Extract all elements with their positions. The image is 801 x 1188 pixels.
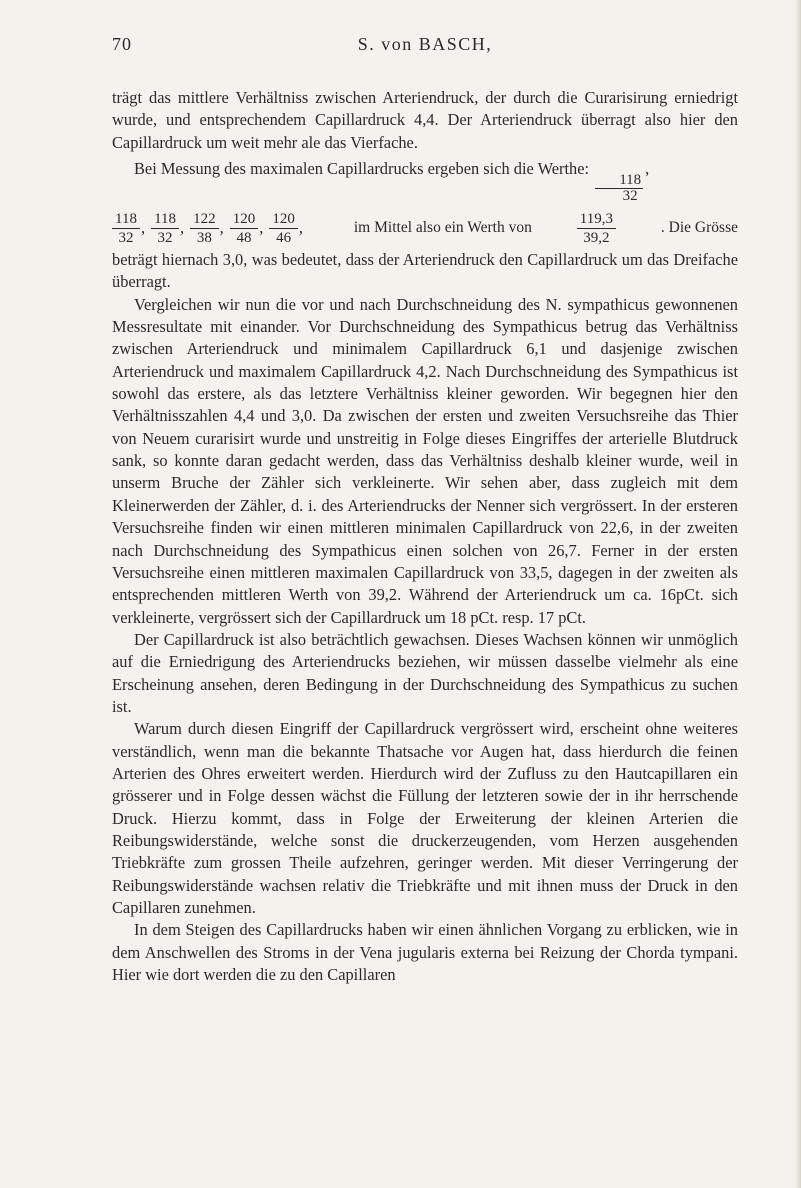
page-header — [112, 34, 738, 58]
fraction-1-denominator: 32 — [118, 229, 134, 246]
page-number: 70 — [112, 34, 132, 54]
fraction-1-numerator: 118 — [112, 211, 140, 229]
fraction-values: $\frac{118}{32}$ , $\frac{118}{32}$ , $\frac{122}{38}$ , $\frac{120}{48}$ , $\frac{120}{46}$ , — [112, 211, 309, 246]
fraction-4-numerator: 120 — [230, 211, 259, 229]
fraction-2-denominator: 32 — [157, 229, 173, 246]
fraction-4 — [230, 211, 259, 246]
fraction-line-end: Die Grösse — [668, 218, 738, 236]
fraction-3-denominator: 38 — [196, 229, 212, 246]
intro-fraction-numerator: 118 — [595, 173, 643, 189]
fraction-3 — [190, 211, 219, 246]
paragraph-5: Warum durch diesen Eingriff der Capillardruck vergrössert wird, erscheint ohne weiteres verständlich, wenn man die bekannte Thatsache vor Augen hat, dass hierdurch die feinen Arterien des Ohres erweitert werden. Hierdurch wird der Zufluss zu den Hautcapillaren ein grösserer und in Folge dessen wächst die Füllung der letzteren sowie der in ihr herrschende Druck. Hierzu kommt, dass in Folge der Erweiterung der kleinen Arterien die Reibungswiderstände, welche sonst die druckerzeugenden, vom Herzen ausgehenden Triebkräfte zum grossen Theile aufzehren, geringer werden. Mit dieser Verringerung der Reibungswiderstände wachsen relativ die Triebkräfte und mit ihnen muss der Druck in den Capillaren zunehmen. — [112, 719, 738, 917]
mean-fraction-numerator: 119,3 — [577, 211, 616, 229]
intro-fraction — [595, 173, 643, 204]
body-text — [112, 87, 738, 986]
paragraph-1: trägt das mittlere Verhältniss zwischen Arteriendruck, der durch die Curarisirung erniedrigt wurde, und entsprechendem Capillardruck 4,4. Der Arteriendruck überragt also hier den Capillardruck um weit mehr ale das Vierfache. — [112, 88, 738, 152]
fraction-2-numerator: 118 — [151, 211, 179, 229]
paragraph-4: Der Capillardruck ist also beträchtlich gewachsen. Dieses Wachsen können wir unmöglich auf die Erniedrigung des Arteriendrucks beziehen, wir müssen dasselbe vielmehr als eine Erscheinung ansehen, deren Bedingung in der Durchschneidung des Sympathicus zu suchen ist. — [112, 629, 738, 716]
fraction-line-end-text: . Die Grösse — [660, 218, 738, 236]
fraction-line — [112, 206, 738, 250]
mean-fraction-denominator: 39,2 — [583, 229, 610, 246]
paragraph-6: In dem Steigen des Capillardrucks haben wir einen ähnlichen Vorgang zu erblicken, wie in dem Anschwellen des Stroms in der Vena jugularis externa bei Reizung der Chorda tympani. Hier wie dort werden die zu den Capillaren — [112, 920, 738, 985]
fraction-line-mid-text: im Mittel also ein Werth von — [353, 218, 532, 236]
paragraph-2-rest: beträgt hiernach 3,0, was bedeutet, dass der Arteriendruck den Capillardruck um das Dreifache überragt. — [112, 250, 738, 292]
fraction-5 — [269, 211, 298, 246]
intro-fraction-denominator: 32 — [622, 188, 638, 205]
scan-edge-shadow — [795, 0, 801, 1188]
paragraph-2-intro-text: Bei Messung des maximalen Capillardrucks ergeben sich die Werthe: — [134, 159, 590, 179]
fraction-5-denominator: 46 — [276, 229, 292, 246]
running-title: S. von BASCH, — [357, 34, 493, 54]
fraction-3-numerator: 122 — [190, 211, 219, 229]
paragraph-2-intro: Bei Messung des maximalen Capillardrucks ergeben sich die Werthe: $\frac{118}{32}$ , — [134, 159, 650, 205]
fraction-4-denominator: 48 — [236, 229, 252, 246]
paragraph-3: Vergleichen wir nun die vor und nach Durchschneidung des N. sympathicus gewonnenen Messresultate mit einander. Vor Durchschneidung des Sympathicus betrug das Verhältniss zwischen Arteriendruck und minimalem Capillardruck 6,1 und dasjenige zwischen Arteriendruck und maximalem Capillardruck 4,2. Nach Durchschneidung des Sympathicus ist sowohl das erstere, als das letztere Verhältniss kleiner geworden. Wir begegnen hier den Verhältnisszahlen 4,4 und 3,0. Da zwischen der ersten und zweiten Versuchsreihe das Thier von Neuem curarisirt wurde und unstreitig in Folge dieses Eingriffes der arterielle Blutdruck sank, so konnte daran gedacht werden, dass das Verhältniss deshalb kleiner wurde, weil in unserm Bruche der Zähler sich verkleinerte. Wir sehen aber, dass zugleich mit dem Kleinerwerden der Zähler, d. i. des Arteriendrucks der Nenner sich vergrössert. In der ersteren Versuchsreihe finden wir einen mittleren minimalen Capillardruck von 22,6, in der zweiten nach Durchschneidung des Sympathicus einen solchen von 26,7. Ferner in der ersten Versuchsreihe einen mittleren maximalen Capillardruck von 33,5, dagegen in der zweiten als entsprechenden mittleren Werth von 39,2. Während der Arteriendruck um ca. 16pCt. sich verkleinerte, vergrössert sich der Capillardruck um 18 pCt. resp. 17 pCt. — [112, 294, 738, 627]
fraction-5-numerator: 120 — [269, 211, 298, 229]
fraction-2 — [151, 211, 179, 246]
fraction-1 — [112, 211, 140, 246]
mean-fraction — [577, 211, 616, 246]
